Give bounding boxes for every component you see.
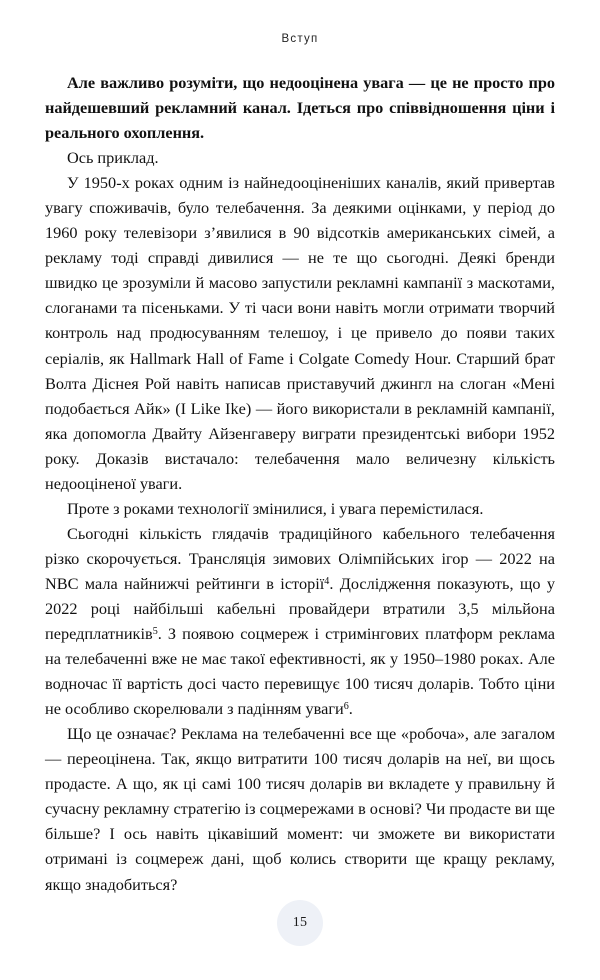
- paragraph-3: Проте з роками технології змінилися, і увага перемістилася.: [67, 498, 484, 518]
- folio-badge: [277, 900, 323, 946]
- footnote-marker-6[interactable]: 6: [343, 700, 349, 712]
- paragraph-4-segment-a: Сьогодні кількість глядачів традиційного кабельного телебачення різко скорочується. Трансляція зимових Олімпійських ігор — 2022 на NBC мала найнижчі рейтинги в історії: [45, 523, 555, 593]
- page-number: 15: [292, 915, 308, 930]
- paragraph-4-segment-d: .: [348, 699, 353, 719]
- folio: [0, 900, 600, 946]
- paragraph-1: Ось приклад.: [67, 148, 159, 168]
- body-text-block: [45, 70, 555, 897]
- paragraph-4: [45, 521, 555, 721]
- paragraph-4-segment-c: . З появою соцмереж і стримінгових платформ реклама на телебаченні вже не має такої ефективності, як у 1950–1980 роках. Але водночас її вартість досі часто перевищує 100 тисяч доларів. Тобто ціни не особливо скорелювали з падінням уваги: [45, 624, 555, 719]
- paragraph-2: У 1950-х роках одним із найнедооціненіших каналів, який привертав увагу споживачів, було телебачення. За деякими оцінками, у період до 1960 року телевізори з’явилися в 90 відсотків американських сімей, а рекламу тоді справді дивилися — не те що сьогодні. Деякі бренди швидко це зрозуміли й масово запустили рекламні кампанії з маскотами, слоганами та пісеньками. У ті часи вони навіть могли отримати творчий контроль над продюсуванням телешоу, і це привело до появи таких серіалів, як Hallmark Hall of Fame і Colgate Comedy Hour. Старший брат Волта Діснея Рой навіть написав приставучий джингл на слоган «Мені подобається Айк» (I Like Ike) — його використали в рекламній кампанії, яка допомогла Двайту Айзенгаверу виграти президентські вибори 1952 року. Доказів вистачало: телебачення мало величезну кількість недооціненої уваги.: [45, 173, 555, 493]
- footnote-marker-5[interactable]: 5: [152, 625, 158, 637]
- paragraph-lead: Але важливо розуміти, що недооцінена увага — це не просто про найдешевший рекламний канал. Ідеться про співвідношення ціни і реального охоплення.: [45, 73, 555, 143]
- paragraph-4-segment-b: . Дослідження показують, що у 2022 році найбільші кабельні провайдери втратили 3,5 мільйона передплатників: [45, 573, 555, 644]
- footnote-marker-4[interactable]: 4: [324, 575, 330, 587]
- paragraph-5: Що це означає? Реклама на телебаченні все ще «робоча», але загалом — переоцінена. Так, якщо витратити 100 тисяч доларів на неї, ви щось продасте. А що, як ці самі 100 тисяч доларів ви вкладете у правильну й сучасну рекламну стратегію із соцмережами в основі? Чи продасте ви ще більше? І ось навіть цікавіший момент: чи зможете ви використати отримані із соцмереж дані, щоб колись створити ще кращу рекламу, якщо знадобиться?: [45, 724, 555, 894]
- running-header: Вступ: [281, 33, 319, 45]
